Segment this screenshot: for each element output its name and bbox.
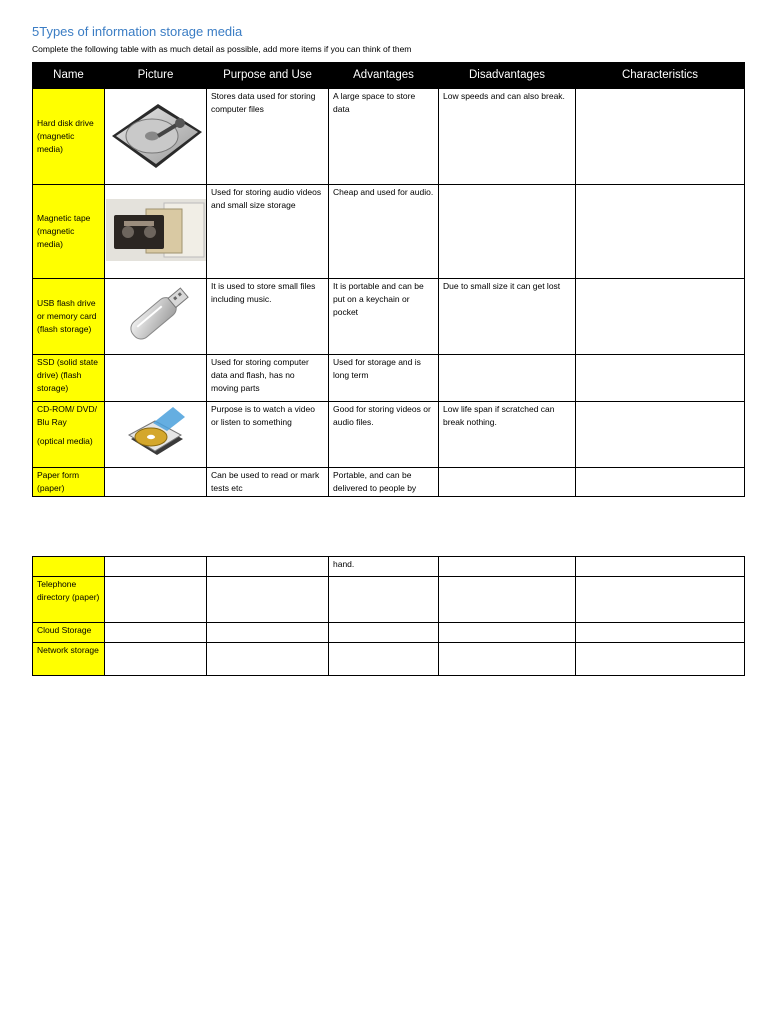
row-characteristics (576, 185, 745, 279)
table-row (33, 402, 745, 468)
row-advantages (329, 623, 439, 643)
row-advantages: hand. (329, 557, 439, 577)
optical-disc-icon (105, 402, 207, 468)
row-advantages: Cheap and used for audio. (329, 185, 439, 279)
row-characteristics (576, 577, 745, 623)
row-characteristics (576, 557, 745, 577)
row-characteristics (576, 355, 745, 402)
table-row (33, 623, 745, 643)
row-disadvantages (439, 643, 576, 676)
row-disadvantages (439, 468, 576, 497)
row-name: Paper form (paper) (33, 468, 105, 497)
storage-media-table (32, 62, 745, 497)
row-purpose (207, 557, 329, 577)
row-disadvantages (439, 557, 576, 577)
header-advantages: Advantages (329, 63, 439, 89)
row-advantages: Good for storing videos or audio files. (329, 402, 439, 468)
row-picture (105, 643, 207, 676)
row-characteristics (576, 89, 745, 185)
row-advantages: It is portable and can be put on a keychain or pocket (329, 279, 439, 355)
instructions: Complete the following table with as much detail as possible, add more items if you can think of them (32, 44, 412, 54)
row-purpose (207, 623, 329, 643)
row-purpose (207, 577, 329, 623)
row-name: Hard disk drive (magnetic media) (33, 89, 105, 185)
row-disadvantages: Due to small size it can get lost (439, 279, 576, 355)
row-purpose: Stores data used for storing computer files (207, 89, 329, 185)
row-disadvantages (439, 577, 576, 623)
page-title: 5Types of information storage media (32, 24, 243, 39)
row-advantages: Portable, and can be delivered to people by (329, 468, 439, 497)
row-characteristics (576, 402, 745, 468)
hard-disk-icon (105, 89, 207, 185)
row-name (33, 557, 105, 577)
cassette-tape-icon (105, 185, 207, 279)
row-purpose: It is used to store small files including music. (207, 279, 329, 355)
row-name: Network storage (33, 643, 105, 676)
row-advantages: A large space to store data (329, 89, 439, 185)
row-disadvantages: Low speeds and can also break. (439, 89, 576, 185)
row-characteristics (576, 279, 745, 355)
table-row (33, 279, 745, 355)
row-advantages (329, 577, 439, 623)
row-name: Magnetic tape (magnetic media) (33, 185, 105, 279)
row-characteristics (576, 623, 745, 643)
row-name: Telephone directory (paper) (33, 577, 105, 623)
row-disadvantages (439, 623, 576, 643)
row-name: Cloud Storage (33, 623, 105, 643)
row-purpose: Purpose is to watch a video or listen to something (207, 402, 329, 468)
row-purpose (207, 643, 329, 676)
row-picture (105, 577, 207, 623)
header-disadvantages: Disadvantages (439, 63, 576, 89)
row-purpose: Used for storing computer data and flash, has no moving parts (207, 355, 329, 402)
table-row (33, 643, 745, 676)
header-characteristics: Characteristics (576, 63, 745, 89)
row-picture (105, 355, 207, 402)
header-row (33, 63, 745, 89)
row-disadvantages: Low life span if scratched can break nothing. (439, 402, 576, 468)
storage-media-table-continued (32, 556, 745, 676)
table-row (33, 89, 745, 185)
row-advantages (329, 643, 439, 676)
table-row (33, 557, 745, 577)
row-disadvantages (439, 185, 576, 279)
row-name-line: CD-ROM/ DVD/ Blu Ray (37, 404, 97, 427)
row-name (33, 402, 105, 468)
row-name-line: (optical media) (37, 436, 93, 446)
row-characteristics (576, 643, 745, 676)
header-picture: Picture (105, 63, 207, 89)
row-picture (105, 557, 207, 577)
row-purpose: Used for storing audio videos and small size storage (207, 185, 329, 279)
table-row (33, 355, 745, 402)
header-name: Name (33, 63, 105, 89)
row-picture (105, 623, 207, 643)
row-characteristics (576, 468, 745, 497)
row-advantages: Used for storage and is long term (329, 355, 439, 402)
header-purpose: Purpose and Use (207, 63, 329, 89)
table-row (33, 577, 745, 623)
table-row (33, 468, 745, 497)
usb-drive-icon (105, 279, 207, 355)
table-row (33, 185, 745, 279)
row-disadvantages (439, 355, 576, 402)
row-name: SSD (solid state drive) (flash storage) (33, 355, 105, 402)
row-purpose: Can be used to read or mark tests etc (207, 468, 329, 497)
row-picture (105, 468, 207, 497)
row-name: USB flash drive or memory card (flash storage) (33, 279, 105, 355)
